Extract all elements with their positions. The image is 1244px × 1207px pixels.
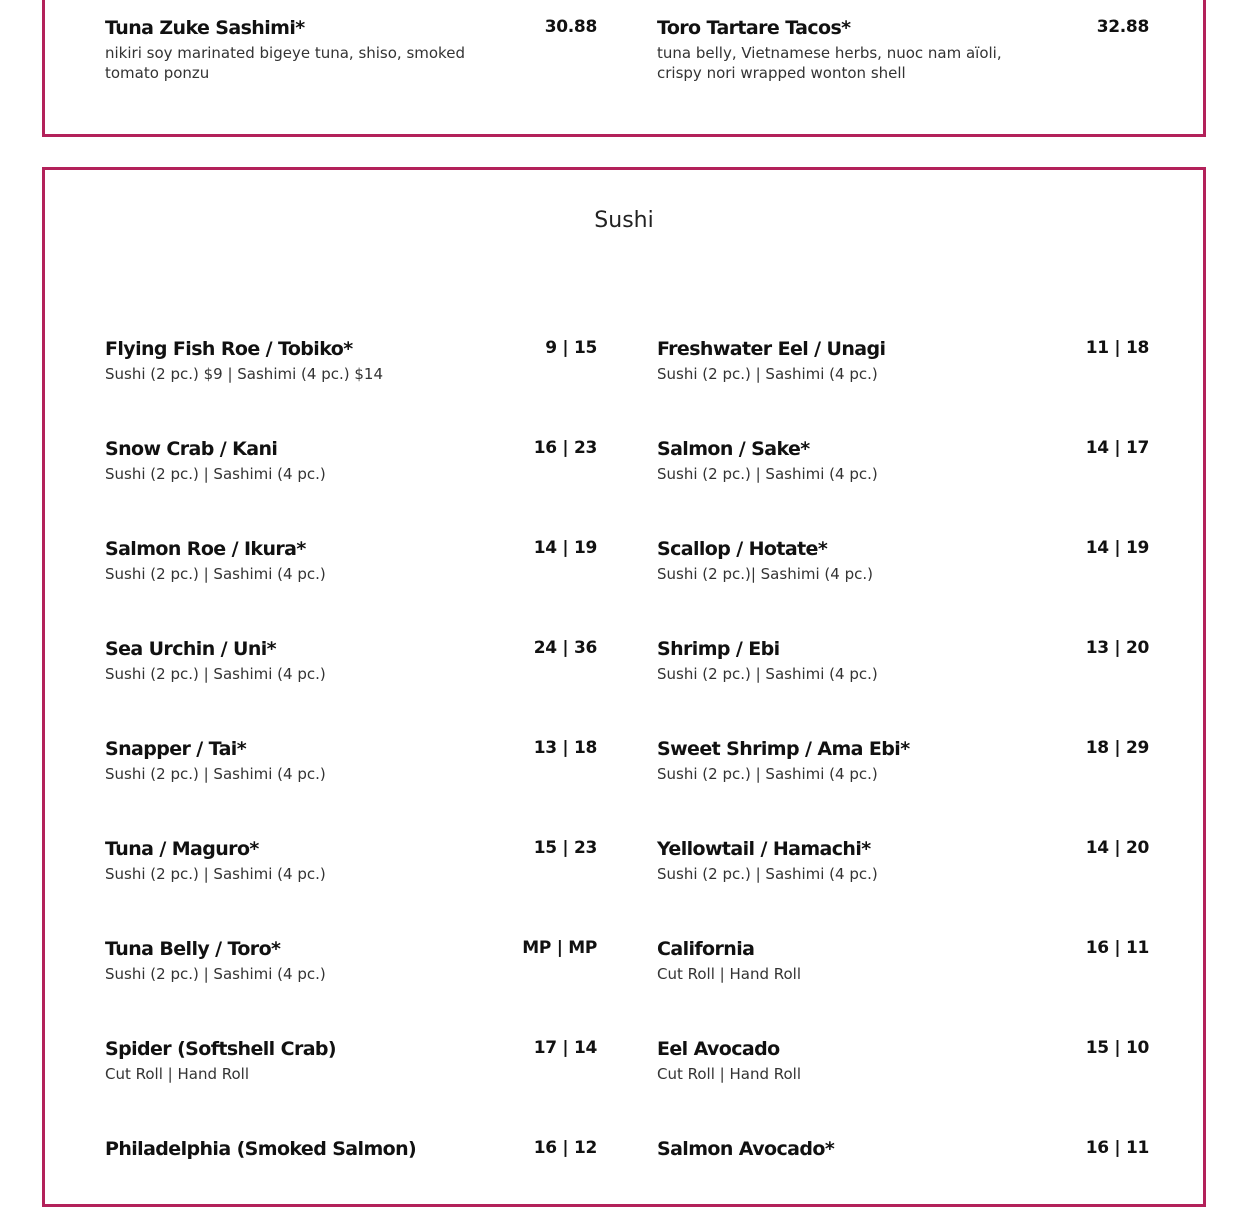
item-price: 32.88 — [1096, 17, 1149, 37]
item-description: nikiri soy marinated bigeye tuna, shiso, smoked tomato ponzu — [105, 44, 465, 82]
item-name: Flying Fish Roe / Tobiko* — [105, 338, 353, 360]
item-name: Tuna Zuke Sashimi* — [105, 17, 305, 39]
item-price: 15 | 10 — [1085, 1038, 1149, 1058]
item-price: 14 | 19 — [533, 538, 597, 558]
item-price: 17 | 14 — [533, 1038, 597, 1058]
item-price: 14 | 19 — [1085, 538, 1149, 558]
item-name: Yellowtail / Hamachi* — [657, 838, 871, 860]
item-price: 16 | 11 — [1085, 938, 1149, 958]
item-description: Cut Roll | Hand Roll — [657, 965, 802, 983]
item-name: Sweet Shrimp / Ama Ebi* — [657, 738, 910, 760]
item-name: Salmon Roe / Ikura* — [105, 538, 306, 560]
item-price: 14 | 17 — [1085, 438, 1149, 458]
sushi-menu-section — [42, 167, 1206, 1207]
top-menu-section — [42, 0, 1206, 137]
item-name: Spider (Softshell Crab) — [105, 1038, 337, 1060]
item-description: Sushi (2 pc.) | Sashimi (4 pc.) — [105, 465, 326, 483]
item-price: 30.88 — [544, 17, 597, 37]
item-description: Sushi (2 pc.) | Sashimi (4 pc.) — [105, 965, 326, 983]
item-price: 11 | 18 — [1085, 338, 1149, 358]
item-description: tuna belly, Vietnamese herbs, nuoc nam aïoli, crispy nori wrapped wonton shell — [657, 44, 1002, 82]
item-name: Freshwater Eel / Unagi — [657, 338, 886, 360]
item-name: Toro Tartare Tacos* — [657, 17, 851, 39]
item-price: MP | MP — [522, 938, 597, 958]
item-price: 18 | 29 — [1085, 738, 1149, 758]
item-price: 14 | 20 — [1085, 838, 1149, 858]
item-description: Sushi (2 pc.) | Sashimi (4 pc.) — [657, 465, 878, 483]
item-name: Tuna / Maguro* — [105, 838, 259, 860]
item-name: Salmon Avocado* — [657, 1138, 835, 1160]
item-name: Sea Urchin / Uni* — [105, 638, 277, 660]
item-price: 13 | 18 — [533, 738, 597, 758]
item-name: Snapper / Tai* — [105, 738, 247, 760]
item-description: Sushi (2 pc.) | Sashimi (4 pc.) — [657, 865, 878, 883]
item-description: Cut Roll | Hand Roll — [105, 1065, 250, 1083]
item-name: Snow Crab / Kani — [105, 438, 278, 460]
item-price: 9 | 15 — [545, 338, 597, 358]
item-price: 15 | 23 — [533, 838, 597, 858]
item-description: Sushi (2 pc.) | Sashimi (4 pc.) — [105, 565, 326, 583]
item-name: Philadelphia (Smoked Salmon) — [105, 1138, 417, 1160]
item-price: 16 | 23 — [533, 438, 597, 458]
item-name: Salmon / Sake* — [657, 438, 810, 460]
item-name: Shrimp / Ebi — [657, 638, 780, 660]
item-name: California — [657, 938, 755, 960]
item-description: Sushi (2 pc.) | Sashimi (4 pc.) — [105, 865, 326, 883]
item-description: Sushi (2 pc.) $9 | Sashimi (4 pc.) $14 — [105, 365, 383, 383]
item-description: Sushi (2 pc.)| Sashimi (4 pc.) — [657, 565, 873, 583]
item-description: Sushi (2 pc.) | Sashimi (4 pc.) — [657, 665, 878, 683]
item-price: 24 | 36 — [533, 638, 597, 658]
item-description: Sushi (2 pc.) | Sashimi (4 pc.) — [657, 765, 878, 783]
item-price: 13 | 20 — [1085, 638, 1149, 658]
item-name: Scallop / Hotate* — [657, 538, 828, 560]
item-description: Sushi (2 pc.) | Sashimi (4 pc.) — [657, 365, 878, 383]
item-price: 16 | 11 — [1085, 1138, 1149, 1158]
item-description: Sushi (2 pc.) | Sashimi (4 pc.) — [105, 665, 326, 683]
item-name: Tuna Belly / Toro* — [105, 938, 281, 960]
section-title: Sushi — [594, 208, 654, 233]
item-description: Cut Roll | Hand Roll — [657, 1065, 802, 1083]
item-price: 16 | 12 — [533, 1138, 597, 1158]
item-name: Eel Avocado — [657, 1038, 780, 1060]
item-description: Sushi (2 pc.) | Sashimi (4 pc.) — [105, 765, 326, 783]
